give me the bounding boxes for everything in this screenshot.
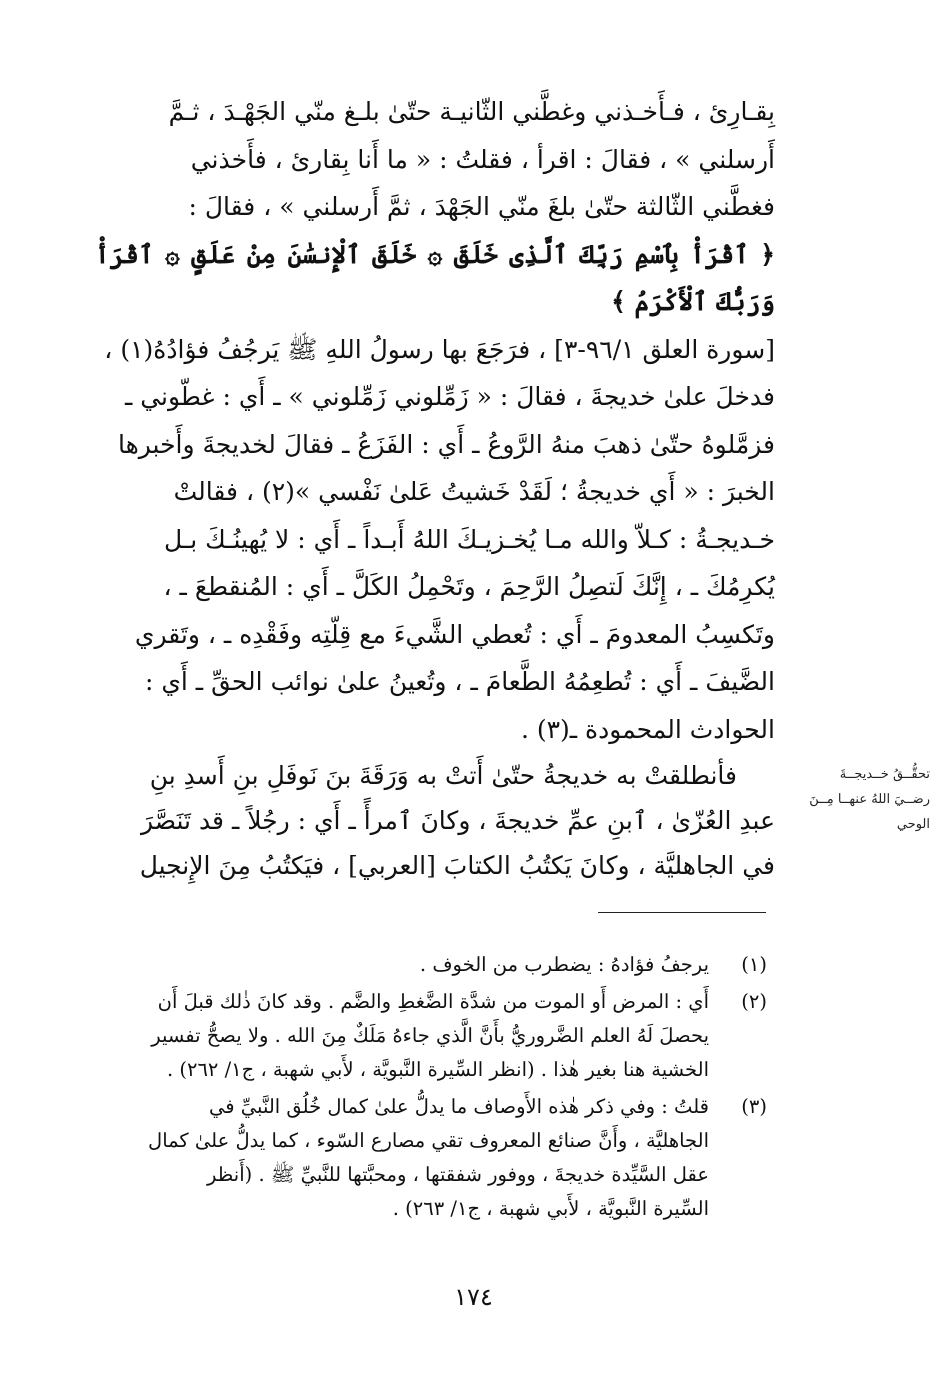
margin-note-line: رضــيَ اللهُ عنهــا مِــنَ (809, 792, 930, 807)
page-number: ١٧٤ (454, 1283, 493, 1311)
text-line: الحوادث المحمودة ـ(٣) . (520, 714, 775, 744)
main-text-block (95, 88, 775, 753)
footnote-number: (٣) (741, 1095, 767, 1118)
footnote-text (95, 948, 709, 982)
text-line: في الجاهليَّة ، وكانَ يَكتُبُ الكتابَ [العربي] ، فيَكتُبُ مِنَ الإِنجيل (139, 851, 775, 880)
text-line: فزمَّلوهُ حتّىٰ ذهبَ منهُ الرَّوعُ ـ أَي : الفَزَعُ ـ فقالَ لخديجةَ وأَخبرها (117, 429, 775, 459)
footnote-text (95, 985, 709, 1087)
footnote-line: الجاهليَّة ، وأَنَّ صنائع المعروف تقي مصارع السّوء ، كما يدلُّ علىٰ كمال (148, 1129, 709, 1152)
footnote-divider (598, 912, 766, 913)
margin-note-line: تحقُّــقُ خــديجــةَ (839, 767, 930, 782)
text-line: بِقـارِئ ، فـأَخـذني وغطَّني الثّانيـة حتّىٰ بلـغ منّي الجَهْـدَ ، ثـمَّ (168, 97, 775, 126)
footnote-line: يحصلَ لَهُ العلم الضَّروريُّ بأَنَّ الَّذي جاءهُ مَلَكٌ مِنَ الله . ولا يصحُّ تفسير (151, 1024, 709, 1047)
footnote-line: السِّيرة النَّبويَّة ، لأَبي شهبة ، ج١/ ٢٦٣) . (392, 1197, 709, 1220)
footnote-number: (٢) (741, 990, 767, 1013)
margin-note-line: الوحي (896, 817, 930, 832)
text-line: الضَّيفَ ـ أَي : تُطعِمُهُ الطَّعامَ ـ ، وتُعينُ علىٰ نوائب الحقِّ ـ أَي : (144, 667, 775, 696)
text-line: فأنطلقتْ به خديجةُ حتّىٰ أَتتْ به وَرَقَةَ بنَ نَوفَلِ بنِ أَسدِ بنِ (149, 761, 737, 790)
footnote-2 (95, 985, 767, 1087)
footnotes (95, 948, 767, 1229)
footnote-line: أَي : المرض أَو الموت من شدَّة الضَّغطِ والضَّم . وقد كانَ ذٰلك قبلَ أَن (157, 990, 709, 1013)
second-paragraph (95, 753, 775, 888)
footnote-line: يرجفُ فؤادهُ : يضطرب من الخوف . (419, 953, 709, 976)
footnote-number: (١) (741, 953, 767, 976)
text-line: فدخلَ علىٰ خديجةَ ، فقالَ : « زَمِّلوني زَمِّلوني » ـ أَي : غطّوني ـ (124, 382, 775, 411)
footnote-line: قلتُ : وفي ذكر هٰذه الأَوصاف ما يدلُّ علىٰ كمال خُلُق النَّبيِّ في (209, 1095, 709, 1118)
text-line: [سورة العلق ٩٦/١-٣] ، فرَجَعَ بها رسولُ اللهِ ﷺ يَرجُفُ فؤادُهُ(١) ، (104, 334, 775, 364)
footnote-text (95, 1090, 709, 1226)
margin-note (778, 762, 930, 837)
text-line: عبدِ العُزّىٰ ، ٱبنِ عمِّ خديجةَ ، وكانَ ٱمرأً ـ أَي : رجُلاً ـ قد تَنَصَّرَ (141, 806, 775, 835)
text-line: فغطَّني الثّالثة حتّىٰ بلغَ منّي الجَهْدَ ، ثمَّ أَرسلني » ، فقالَ : (188, 192, 775, 221)
footnote-1 (95, 948, 767, 982)
footnote-line: عقل السَّيِّدة خديجةَ ، ووفور شفقتها ، ومحبَّتها للنَّبيِّ ﷺ . (أَنظر (207, 1163, 709, 1186)
text-line: وتَكسِبُ المعدومَ ـ أَي : تُعطي الشَّيءَ مع قِلّتِه وفَقْدِه ـ ، وتَقري (134, 619, 775, 649)
quran-verse-line: ﴿ ٱقْرَأْ بِٱسْمِ رَبِّكَ ٱلَّذِى خَلَقَ ۞ خَلَقَ ٱلْإِنسَٰنَ مِنْ عَلَقٍ ۞ ٱقْرَأْ وَرَبُّكَ ٱلْأَكْرَمُ ﴾ (95, 239, 775, 316)
text-line: الخبرَ : « أَي خديجةُ ؛ لَقَدْ خَشيتُ عَلىٰ نَفْسي »(٢) ، فقالتْ (173, 477, 775, 506)
text-line: يُكرِمُكَ ـ ، إِنَّكَ لَتصِلُ الرَّحِمَ ، وتَحْمِلُ الكَلَّ ـ أَي : المُنقطعَ ـ ، (163, 572, 775, 601)
text-line: أَرسلني » ، فقالَ : اقرأ ، فقلتُ : « ما أَنا بِقارئ ، فأَخذني (190, 144, 775, 174)
footnote-3 (95, 1090, 767, 1226)
text-line: خـديجـةُ : كـلاّ والله مـا يُخـزيـكَ اللهُ أَبـداً ـ أَي : لا يُهينُـكَ بـل (163, 524, 775, 554)
footnote-line: الخشية هنا بغير هٰذا . (انظر السِّيرة النَّبويَّة ، لأَبي شهبة ، ج١/ ٢٦٢) . (166, 1058, 709, 1081)
